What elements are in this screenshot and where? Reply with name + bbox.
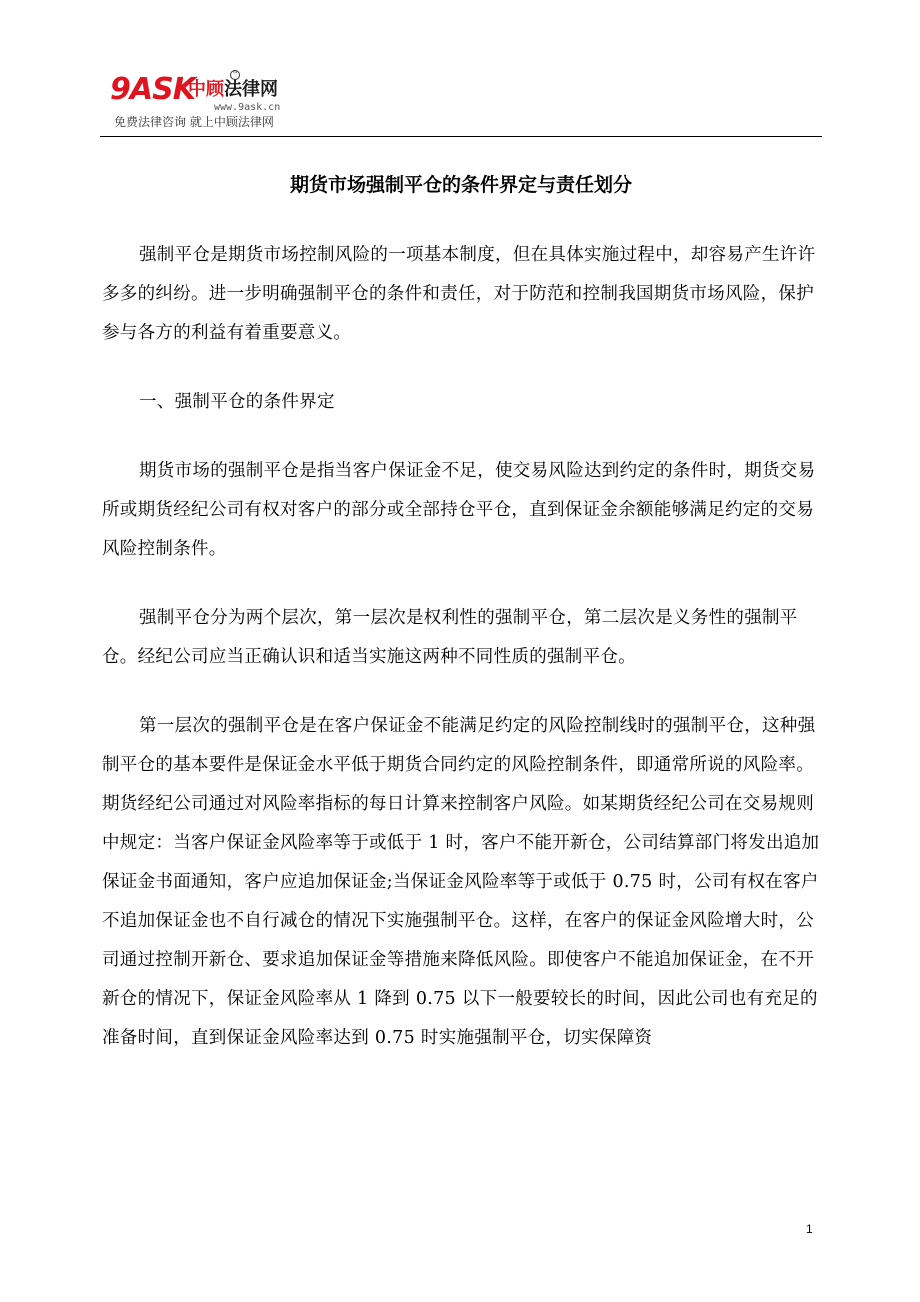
header-tagline: 免费法律咨询 就上中顾法律网 (114, 115, 274, 129)
logo-brand-part-2: 法律网 (224, 79, 278, 100)
paragraph: 第一层次的强制平仓是在客户保证金不能满足约定的风险控制线时的强制平仓，这种强制平仓的基本要件是保证金水平低于期货合同约定的风险控制条件，即通常所说的风险率。期货经纪公司通过对风险率指标的每日计算来控制客户风险。如某期货经纪公司在交易规则中规定：当客户保证金风险率等于或低于 1 时，客户不能开新仓，公司结算部门将发出追加保证金书面通知，客户应追加保证金;当保证金风险率等于或低于 0.75 时，公司有权在客户不追加保证金也不自行减仓的情况下实施强制平仓。这样，在客户的保证金风险增大时，公司通过控制开新仓、要求追加保证金等措施来降低风险。即使客户不能追加保证金，在不开新仓的情况下，保证金风险率从 1 降到 0.75 以下一般要较长的时间，因此公司也有充足的准备时间，直到保证金风险率达到 0.75 时实施强制平仓，切实保障资 (102, 716, 820, 1048)
logo-mark: 9ASK (110, 72, 195, 107)
section-heading: 一、强制平仓的条件界定 (139, 392, 335, 412)
paragraph: 强制平仓是期货市场控制风险的一项基本制度，但在具体实施过程中，却容易产生许许多多的纠纷。进一步明确强制平仓的条件和责任，对于防范和控制我国期货市场风险，保护参与各方的利益有着重要意义。 (102, 245, 816, 343)
site-logo (110, 71, 310, 118)
document-header (100, 66, 822, 138)
logo-url: www.9ask.cn (214, 102, 281, 113)
paragraph: 强制平仓分为两个层次，第一层次是权利性的强制平仓，第二层次是义务性的强制平仓。经纪公司应当正确认识和适当实施这两种不同性质的强制平仓。 (102, 608, 798, 667)
document-title: 期货市场强制平仓的条件界定与责任划分 (289, 174, 632, 196)
trademark-icon: ™ (232, 71, 238, 78)
paragraph: 期货市场的强制平仓是指当客户保证金不足，使交易风险达到约定的条件时，期货交易所或期货经纪公司有权对客户的部分或全部持仓平仓，直到保证金余额能够满足约定的交易风险控制条件。 (102, 461, 816, 559)
document-body (102, 236, 822, 1088)
logo-brand-name (188, 78, 278, 102)
logo-brand-part-1: 中顾 (188, 79, 224, 100)
page-number: 1 (806, 1222, 813, 1236)
header-divider (100, 136, 822, 137)
